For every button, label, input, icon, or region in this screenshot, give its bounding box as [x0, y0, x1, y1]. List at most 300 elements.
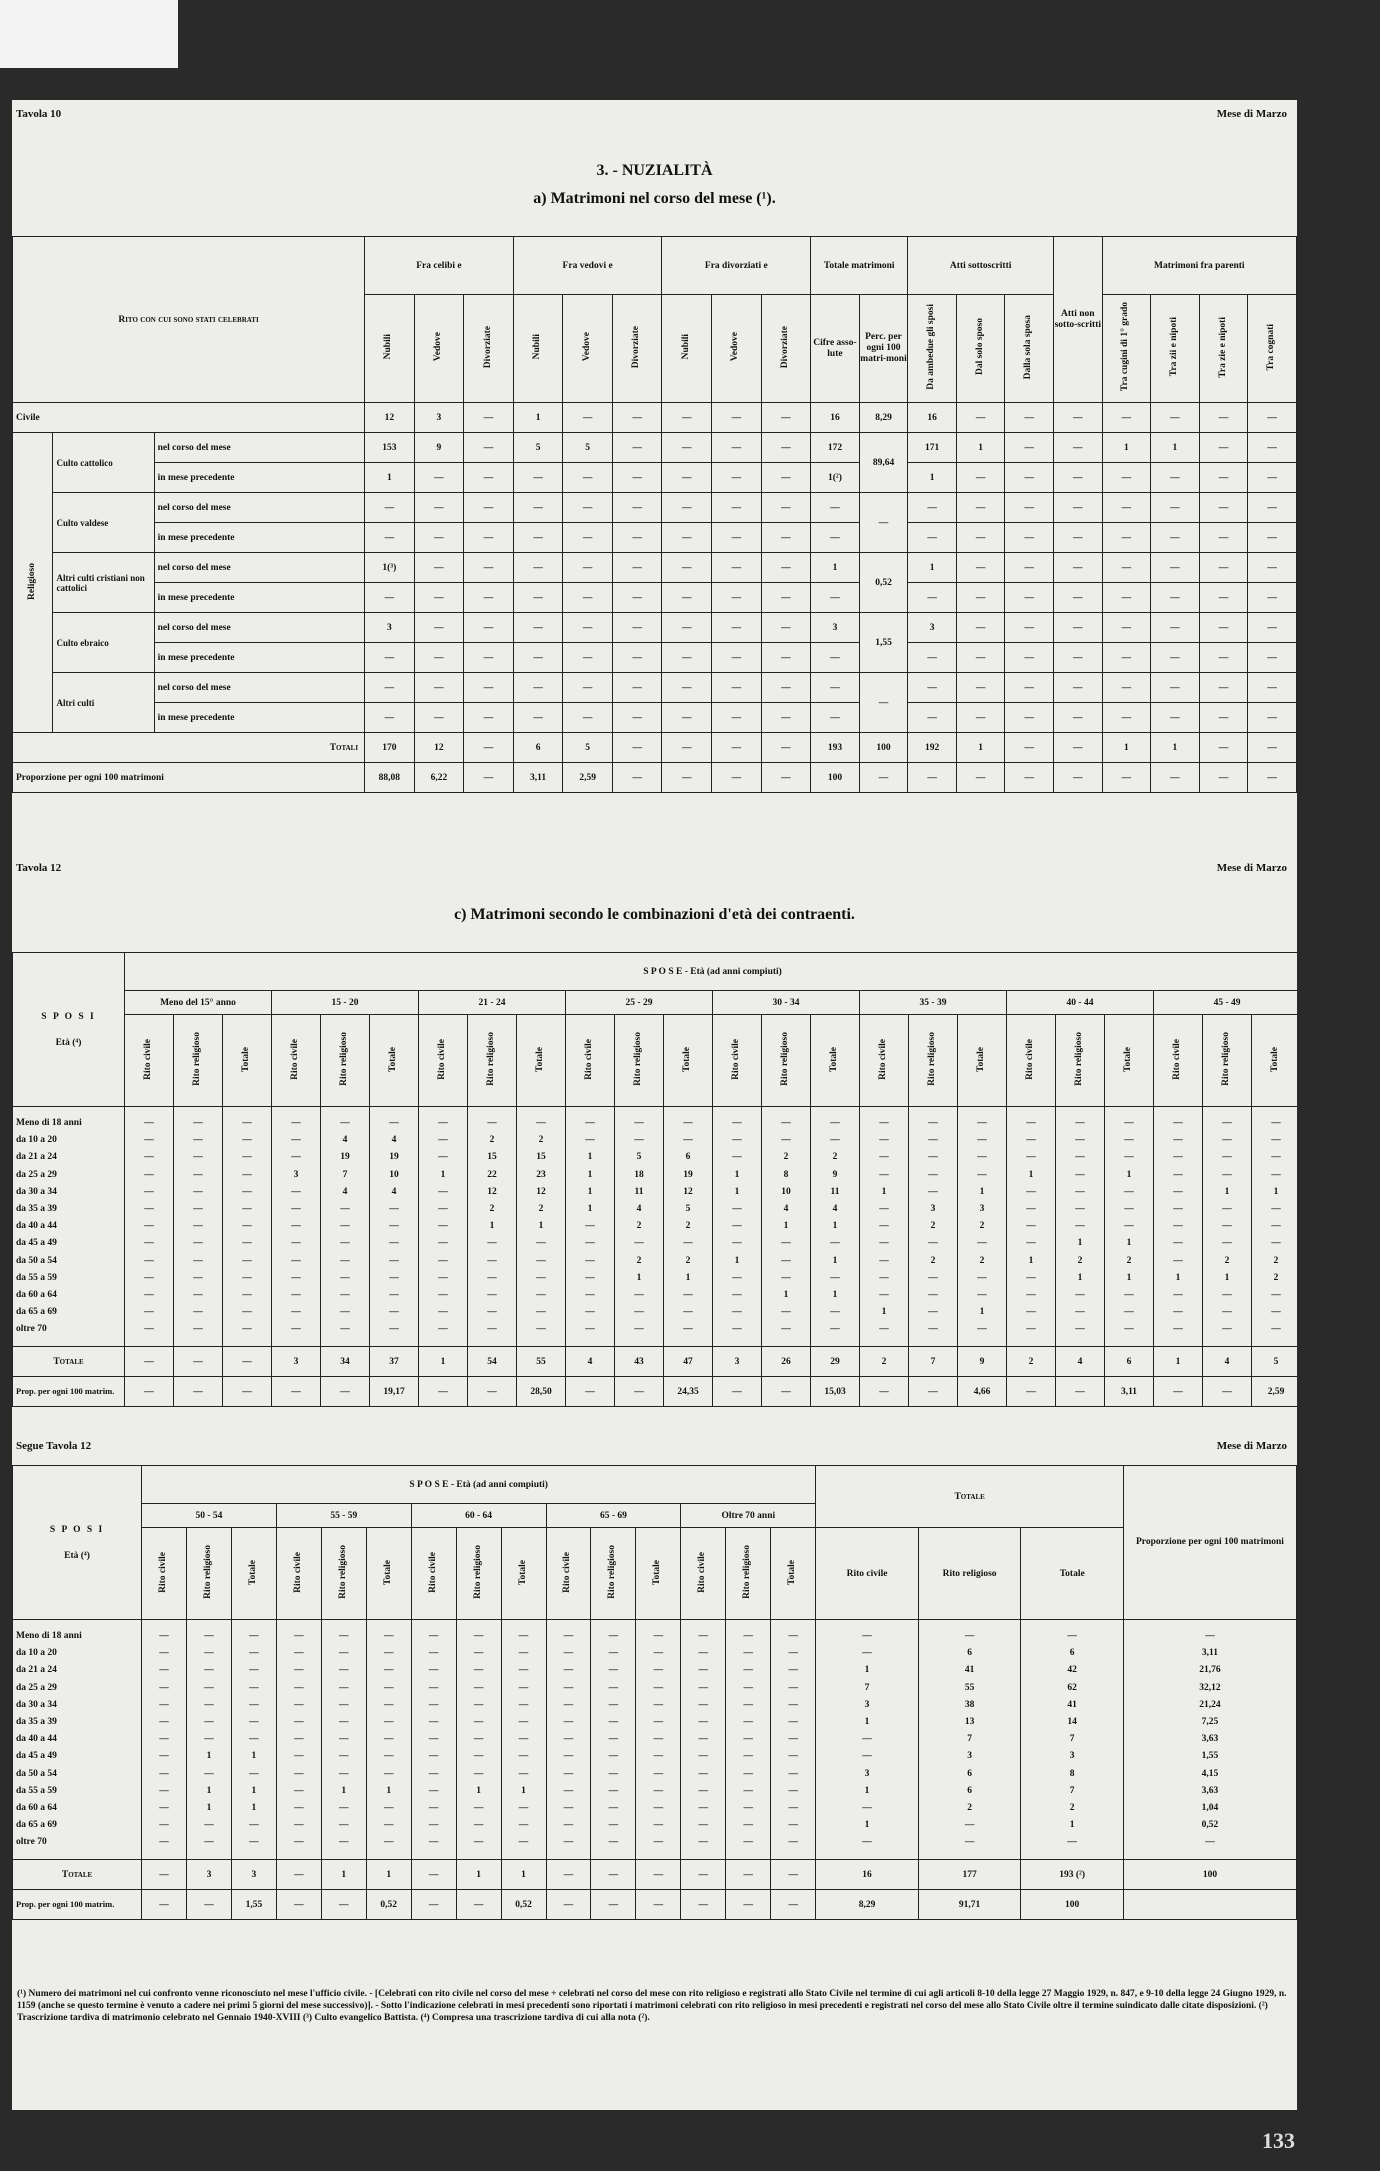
totale-cell: 4	[1056, 1347, 1105, 1377]
cell: 9	[414, 433, 464, 463]
data-column: — — — — — — — — — — — — —	[681, 1620, 726, 1860]
document-page	[12, 100, 1297, 2110]
cell: —	[1005, 703, 1054, 733]
data-column: — — — — — 3 2 — 2 — — — —	[909, 1107, 958, 1347]
cell: —	[464, 613, 514, 643]
sub-header: Rito religioso	[187, 1528, 232, 1620]
totale-cell: 1	[456, 1860, 501, 1890]
totale-cell: 54	[468, 1347, 517, 1377]
age-label: da 40 a 44	[16, 1734, 57, 1745]
cell: 1	[908, 463, 957, 493]
prop-cell: 0,52	[366, 1890, 411, 1920]
sub-header: Rito religioso	[762, 1015, 811, 1107]
rito-header: Rito con cui sono stati celebrati	[13, 237, 365, 403]
totale-cell: 5	[1252, 1347, 1298, 1377]
table-12-continued	[12, 1465, 1297, 1920]
totale-cell: —	[276, 1860, 321, 1890]
cell: —	[513, 673, 563, 703]
table12s-label: Segue Tavola 12	[16, 1440, 92, 1452]
age-label: da 60 a 64	[16, 1803, 57, 1814]
sub-header: Totale	[958, 1015, 1007, 1107]
cell: —	[811, 703, 860, 733]
sub-header: Totale	[1105, 1015, 1154, 1107]
age-label: da 65 a 69	[16, 1820, 57, 1831]
age-group-header: 65 - 69	[546, 1504, 681, 1528]
sub-header: Rito religioso	[615, 1015, 664, 1107]
cell: —	[563, 523, 613, 553]
cell: —	[1248, 673, 1297, 703]
totale-cell: 55	[517, 1347, 566, 1377]
cell: —	[761, 673, 811, 703]
data-column: — — — — — — — — — — — — —	[726, 1620, 771, 1860]
cell: —	[1054, 673, 1103, 703]
sub-header: Rito civile	[1154, 1015, 1203, 1107]
cell: —	[414, 553, 464, 583]
prop-cell: —	[713, 1377, 762, 1407]
sub-header: Rito religioso	[174, 1015, 223, 1107]
data-column: — — 1 1 1 1 — — — — — — —	[566, 1107, 615, 1347]
cell: —	[908, 493, 957, 523]
age-group-header: 55 - 59	[276, 1504, 411, 1528]
totale-cell: 3	[272, 1347, 321, 1377]
cell: —	[612, 523, 662, 553]
prop-cell: —	[321, 1890, 366, 1920]
prop-label: Prop. per ogni 100 matrim.	[13, 1377, 125, 1407]
prop-header: Proporzione per ogni 100 matrimoni	[1123, 1466, 1296, 1620]
cell: —	[1005, 613, 1054, 643]
cell: —	[1102, 463, 1151, 493]
sub-vedove: Vedove	[563, 295, 613, 403]
cell: —	[464, 553, 514, 583]
page-number: 133	[1262, 2128, 1295, 2153]
cell: —	[563, 583, 613, 613]
cell: —	[956, 613, 1005, 643]
sub-header: Rito religioso	[321, 1015, 370, 1107]
sub-cifre: Cifre asso-lute	[811, 295, 860, 403]
data-column: — — — 1 — — — 1 2 1 — — —	[1105, 1107, 1154, 1347]
age-list	[13, 1107, 125, 1347]
cell: —	[761, 613, 811, 643]
totale-cell: 47	[664, 1347, 713, 1377]
cult-row	[13, 433, 1297, 463]
prop-cell: —	[762, 1377, 811, 1407]
totale-sub-header: Rito religioso	[918, 1528, 1021, 1620]
sub-header: Rito religioso	[468, 1015, 517, 1107]
cell: 172	[811, 433, 860, 463]
cell: —	[761, 583, 811, 613]
cell: —	[1054, 433, 1103, 463]
data-column: — — — — — — — — — — — — —	[223, 1107, 272, 1347]
age-label: da 40 a 44	[16, 1221, 57, 1232]
cell: —	[662, 493, 712, 523]
cell: —	[1199, 583, 1248, 613]
religioso-label: Religioso	[13, 433, 53, 733]
cell: —	[1199, 433, 1248, 463]
data-column: — — 1 7 3 1 — — 3 1 — 1 —	[816, 1620, 919, 1860]
prop-cell: —	[681, 1890, 726, 1920]
cell: 1	[1151, 433, 1200, 463]
cell: 5	[513, 433, 563, 463]
age-group-header: 15 - 20	[272, 991, 419, 1015]
cell: —	[1102, 583, 1151, 613]
sub-divorziate: Divorziate	[761, 295, 811, 403]
cell: —	[563, 463, 613, 493]
cell: —	[1005, 523, 1054, 553]
data-column: — 2 15 23 12 2 1 — — — — — —	[517, 1107, 566, 1347]
cult-row	[13, 643, 1297, 673]
group-atti-non: Atti non sotto-scritti	[1054, 237, 1103, 403]
sub-header: Totale	[1252, 1015, 1298, 1107]
cell: —	[414, 583, 464, 613]
cell: —	[1005, 433, 1054, 463]
cell: —	[712, 493, 762, 523]
cell: —	[1102, 673, 1151, 703]
sub-header: Rito civile	[860, 1015, 909, 1107]
cell: —	[662, 463, 712, 493]
prop-cell: 19,17	[370, 1377, 419, 1407]
cult-row	[13, 493, 1297, 523]
prop-cell: 3,11	[1105, 1377, 1154, 1407]
cult-name: Altri culti	[53, 673, 154, 733]
cell: —	[1005, 583, 1054, 613]
table10-subtitle: a) Matrimoni nel corso del mese (¹).	[533, 190, 776, 207]
data-column: — — — — — — — — — — — — —	[771, 1620, 816, 1860]
cell: —	[513, 703, 563, 733]
cell: —	[464, 493, 514, 523]
cell: —	[1005, 493, 1054, 523]
totale-cell: 2	[860, 1347, 909, 1377]
sub-header: Rito civile	[1007, 1015, 1056, 1107]
cell: —	[612, 553, 662, 583]
totale-cell: —	[681, 1860, 726, 1890]
cell: —	[1248, 493, 1297, 523]
totale-cell: 100	[1123, 1860, 1296, 1890]
cell: —	[1248, 433, 1297, 463]
totale-cell: 4	[1203, 1347, 1252, 1377]
totale-cell: 37	[370, 1347, 419, 1377]
totale-cell: 1	[501, 1860, 546, 1890]
age-group-header: 40 - 44	[1007, 991, 1154, 1015]
data-column: — — 6 19 12 5 2 — 2 1 — — —	[664, 1107, 713, 1347]
footnote: (¹) Numero dei matrimoni nel cui confronto venne riconosciuto nel mese l'ufficio civile. - [Celebrati con rito civile nel corso del mese + celebrati nel corso del mese con rito religioso e registrati allo Stato Civile nel termine di cui agli articoli 8-10 della legge 27 Maggio 1929, n. 847, e 9-10 della legge 24 Giugno 1929, n. 1159 (anche se questo termine è venuto a cadere nei primi 5 giorni del mese successivo)]. - Sotto l'indicazione celebrati in mesi precedenti sono riportati i matrimoni celebrati con rito religioso in mesi precedenti e registrati nel corso del mese allo Stato Civile oltre il termine suindicato dalle citate disposizioni. (²) Trascrizione tardiva di matrimonio celebrato nel Gennaio 1940-XVIII (³) Culto evangelico Battista. (⁴) Compresa una trascrizione tardiva di cui alla nota (²).	[17, 1989, 1287, 2023]
sub-sposa: Dalla sola sposa	[1005, 295, 1054, 403]
data-column: — 4 19 10 4 — — — — — — — —	[370, 1107, 419, 1347]
cell: —	[612, 673, 662, 703]
totale-cell: —	[771, 1860, 816, 1890]
cell: 1(²)	[811, 463, 860, 493]
cell: —	[1151, 583, 1200, 613]
cell: —	[513, 613, 563, 643]
cult-row	[13, 463, 1297, 493]
prop-cell: —	[1203, 1377, 1252, 1407]
cell: —	[761, 523, 811, 553]
cell: —	[612, 493, 662, 523]
prop-cell: —	[771, 1890, 816, 1920]
totale-cell: 29	[811, 1347, 860, 1377]
data-column: — — 5 18 11 4 2 — 2 1 — — —	[615, 1107, 664, 1347]
cell: —	[414, 673, 464, 703]
totale-cell: 177	[918, 1860, 1021, 1890]
age-label: da 55 a 59	[16, 1785, 57, 1796]
spose-header: S P O S E - Età (ad anni compiuti)	[142, 1466, 816, 1504]
cell: —	[1102, 553, 1151, 583]
totale-cell: 3	[187, 1860, 232, 1890]
cell: —	[956, 643, 1005, 673]
cult-perc: 89,64	[859, 433, 908, 493]
data-column: — — — — 1 — — — 2 1 — — —	[1203, 1107, 1252, 1347]
data-column: — — — — — — — — — — — — —	[142, 1620, 187, 1860]
cell: —	[761, 463, 811, 493]
sub-header: Rito religioso	[591, 1528, 636, 1620]
cult-period: in mese precedente	[154, 643, 364, 673]
cell: —	[1054, 523, 1103, 553]
prop-cell: 8,29	[816, 1890, 919, 1920]
cult-name: Culto ebraico	[53, 613, 154, 673]
cell: —	[1054, 463, 1103, 493]
cell: —	[513, 583, 563, 613]
cell: —	[908, 673, 957, 703]
row-civile: Civile 12 3 — 1 — — — — — 16 8,29 16 — — — — — — —	[13, 403, 1297, 433]
totale-cell: 26	[762, 1347, 811, 1377]
cell: —	[1151, 613, 1200, 643]
data-column: — — — — — — — — — — — — —	[125, 1107, 174, 1347]
cell: —	[811, 523, 860, 553]
sub-header: Totale	[517, 1015, 566, 1107]
cell: —	[1102, 523, 1151, 553]
sub-header: Rito religioso	[909, 1015, 958, 1107]
age-label: da 65 a 69	[16, 1307, 57, 1318]
cell: —	[712, 643, 762, 673]
cell: 1(³)	[365, 553, 415, 583]
data-column: — — — — 1 3 2 — 2 — — 1 —	[958, 1107, 1007, 1347]
cell: —	[712, 523, 762, 553]
cell: —	[365, 643, 415, 673]
prop-cell: —	[1056, 1377, 1105, 1407]
sub-header: Rito civile	[566, 1015, 615, 1107]
cult-row	[13, 613, 1297, 643]
cell: —	[563, 703, 613, 733]
data-column: — 2 15 22 12 2 1 — — — — — —	[468, 1107, 517, 1347]
age-label: oltre 70	[16, 1837, 47, 1848]
age-label: da 25 a 29	[16, 1169, 57, 1180]
totale-cell: 1	[1154, 1347, 1203, 1377]
prop-cell: —	[187, 1890, 232, 1920]
data-column: — — — — — — — — — — — — —	[546, 1620, 591, 1860]
cell: —	[761, 433, 811, 463]
table-10	[12, 236, 1297, 793]
prop-cell: 1,55	[231, 1890, 276, 1920]
cult-perc: 1,55	[859, 613, 908, 673]
cell: —	[908, 703, 957, 733]
prop-cell-blank	[1123, 1890, 1296, 1920]
cell: —	[1151, 703, 1200, 733]
data-column: — 3,11 21,76 32,12 21,24 7,25 3,63 1,55 4,15 3,63 1,04 0,52 —	[1123, 1620, 1296, 1860]
data-column: — — — 1 — — — — — — — — —	[419, 1107, 468, 1347]
cell: —	[956, 673, 1005, 703]
sposi-header: S P O S I Età (⁴)	[13, 1466, 142, 1620]
cult-period: nel corso del mese	[154, 553, 364, 583]
cell: —	[464, 583, 514, 613]
data-column: — — — — — — — — — — — — —	[591, 1620, 636, 1860]
sub-nubili: Nubili	[513, 295, 563, 403]
sub-header: Totale	[664, 1015, 713, 1107]
cell: —	[414, 643, 464, 673]
cell: —	[365, 583, 415, 613]
cell: —	[464, 523, 514, 553]
age-label: da 50 a 54	[16, 1768, 57, 1779]
cell: —	[1102, 493, 1151, 523]
data-column: — 4 19 7 4 — — — — — — — —	[321, 1107, 370, 1347]
sub-perc: Perc. per ogni 100 matri-moni	[859, 295, 908, 403]
cell: —	[956, 463, 1005, 493]
cult-period: nel corso del mese	[154, 433, 364, 463]
cell: —	[513, 523, 563, 553]
cult-name: Altri culti cristiani non cattolici	[53, 553, 154, 613]
age-group-header: 45 - 49	[1154, 991, 1298, 1015]
sub-vedove: Vedove	[414, 295, 464, 403]
cell: —	[1005, 553, 1054, 583]
age-label: Meno di 18 anni	[16, 1631, 82, 1641]
totale-sub-header: Totale	[1021, 1528, 1124, 1620]
row-totali: Totali 170 12 — 6 5 — — — — 193 100 192 1 — — 1 1 — —	[13, 733, 1297, 763]
sub-zie: Tra zie e nipoti	[1199, 295, 1248, 403]
sub-header: Totale	[811, 1015, 860, 1107]
prop-cell: —	[456, 1890, 501, 1920]
cell: —	[956, 553, 1005, 583]
prop-cell: 28,50	[517, 1377, 566, 1407]
cult-perc: —	[859, 493, 908, 553]
cell: —	[811, 493, 860, 523]
cell: —	[712, 673, 762, 703]
cult-row	[13, 523, 1297, 553]
sub-header: Rito civile	[276, 1528, 321, 1620]
table12s-month: Mese di Marzo	[1216, 1440, 1287, 1452]
cell: —	[662, 643, 712, 673]
sub-zii: Tra zii e nipoti	[1151, 295, 1200, 403]
age-group-header: 21 - 24	[419, 991, 566, 1015]
spose-header: S P O S E - Età (ad anni compiuti)	[125, 953, 1298, 991]
cell: —	[1199, 703, 1248, 733]
totale-cell: —	[411, 1860, 456, 1890]
cell: —	[956, 583, 1005, 613]
prop-cell: 100	[1021, 1890, 1124, 1920]
totale-cell: 2	[1007, 1347, 1056, 1377]
cell: —	[563, 673, 613, 703]
cell: —	[662, 553, 712, 583]
prop-cell: —	[636, 1890, 681, 1920]
cell: —	[811, 643, 860, 673]
age-label: da 30 a 34	[16, 1186, 57, 1197]
sub-header: Rito religioso	[321, 1528, 366, 1620]
cell: —	[612, 703, 662, 733]
cell: —	[365, 703, 415, 733]
age-group-header: 60 - 64	[411, 1504, 546, 1528]
cell: —	[365, 673, 415, 703]
totale-cell: —	[142, 1860, 187, 1890]
cell: —	[464, 703, 514, 733]
sub-header: Rito religioso	[1203, 1015, 1252, 1107]
cell: —	[956, 523, 1005, 553]
cell: —	[1151, 463, 1200, 493]
cell: —	[1199, 643, 1248, 673]
cell: 171	[908, 433, 957, 463]
cult-perc: —	[859, 673, 908, 733]
totale-label: Totale	[13, 1347, 125, 1377]
totale-cell: 1	[366, 1860, 411, 1890]
cult-row	[13, 553, 1297, 583]
prop-cell: —	[125, 1377, 174, 1407]
cell: —	[1054, 613, 1103, 643]
data-column: — — — 3 — — — — — — — — —	[272, 1107, 321, 1347]
cell: 5	[563, 433, 613, 463]
cult-name: Culto cattolico	[53, 433, 154, 493]
age-label: da 25 a 29	[16, 1682, 57, 1693]
cult-period: in mese precedente	[154, 463, 364, 493]
cult-row	[13, 583, 1297, 613]
table10-month: Mese di Marzo	[1216, 108, 1287, 120]
cell: —	[464, 433, 514, 463]
cell: —	[563, 613, 613, 643]
cell: —	[464, 643, 514, 673]
totale-cell: 4	[566, 1347, 615, 1377]
cell: —	[464, 463, 514, 493]
table12-subtitle: c) Matrimoni secondo le combinazioni d'età dei contraenti.	[454, 906, 855, 923]
row-proporzione: Proporzione per ogni 100 matrimoni 88,08 6,22 — 3,11 2,59 — — — — 100 — — — — — — — — —	[13, 763, 1297, 793]
cell: —	[662, 613, 712, 643]
cult-name: Culto valdese	[53, 493, 154, 553]
sub-vedove: Vedove	[712, 295, 762, 403]
cell: —	[662, 673, 712, 703]
data-column: — — — — — — — — — — — — —	[411, 1620, 456, 1860]
age-label: da 10 a 20	[16, 1135, 57, 1146]
cell: —	[563, 643, 613, 673]
sub-header: Rito civile	[713, 1015, 762, 1107]
cell: —	[1151, 553, 1200, 583]
age-label: oltre 70	[16, 1324, 47, 1335]
sub-header: Rito civile	[419, 1015, 468, 1107]
age-label: da 21 a 24	[16, 1665, 57, 1676]
cell: —	[1151, 493, 1200, 523]
sub-header: Rito religioso	[456, 1528, 501, 1620]
age-label: da 35 a 39	[16, 1204, 57, 1215]
cell: —	[414, 493, 464, 523]
sub-header: Totale	[771, 1528, 816, 1620]
data-column: — — — 1 — — — — 1 — — — —	[1007, 1107, 1056, 1347]
sub-header: Rito religioso	[1056, 1015, 1105, 1107]
cell: —	[761, 553, 811, 583]
cell: —	[811, 583, 860, 613]
prop-cell: —	[276, 1890, 321, 1920]
cell: 153	[365, 433, 415, 463]
cell: —	[1102, 613, 1151, 643]
data-column: — — — 1 1 — — — 1 — — — —	[713, 1107, 762, 1347]
cell: —	[612, 433, 662, 463]
cell: —	[1151, 643, 1200, 673]
cell: —	[513, 493, 563, 523]
age-list	[13, 1620, 142, 1860]
scan-margin	[0, 0, 178, 68]
data-column: — — — — — — — — — 1 — — —	[456, 1620, 501, 1860]
data-column: — — 2 8 10 4 1 — — — 1 — —	[762, 1107, 811, 1347]
cult-rows	[13, 433, 1297, 733]
cell: —	[761, 703, 811, 733]
age-label: Meno di 18 anni	[16, 1118, 82, 1128]
age-group-header: 35 - 39	[860, 991, 1007, 1015]
prop-cell: —	[1007, 1377, 1056, 1407]
cell: —	[908, 643, 957, 673]
table10-label: Tavola 10	[16, 108, 62, 120]
prop-cell: 24,35	[664, 1377, 713, 1407]
